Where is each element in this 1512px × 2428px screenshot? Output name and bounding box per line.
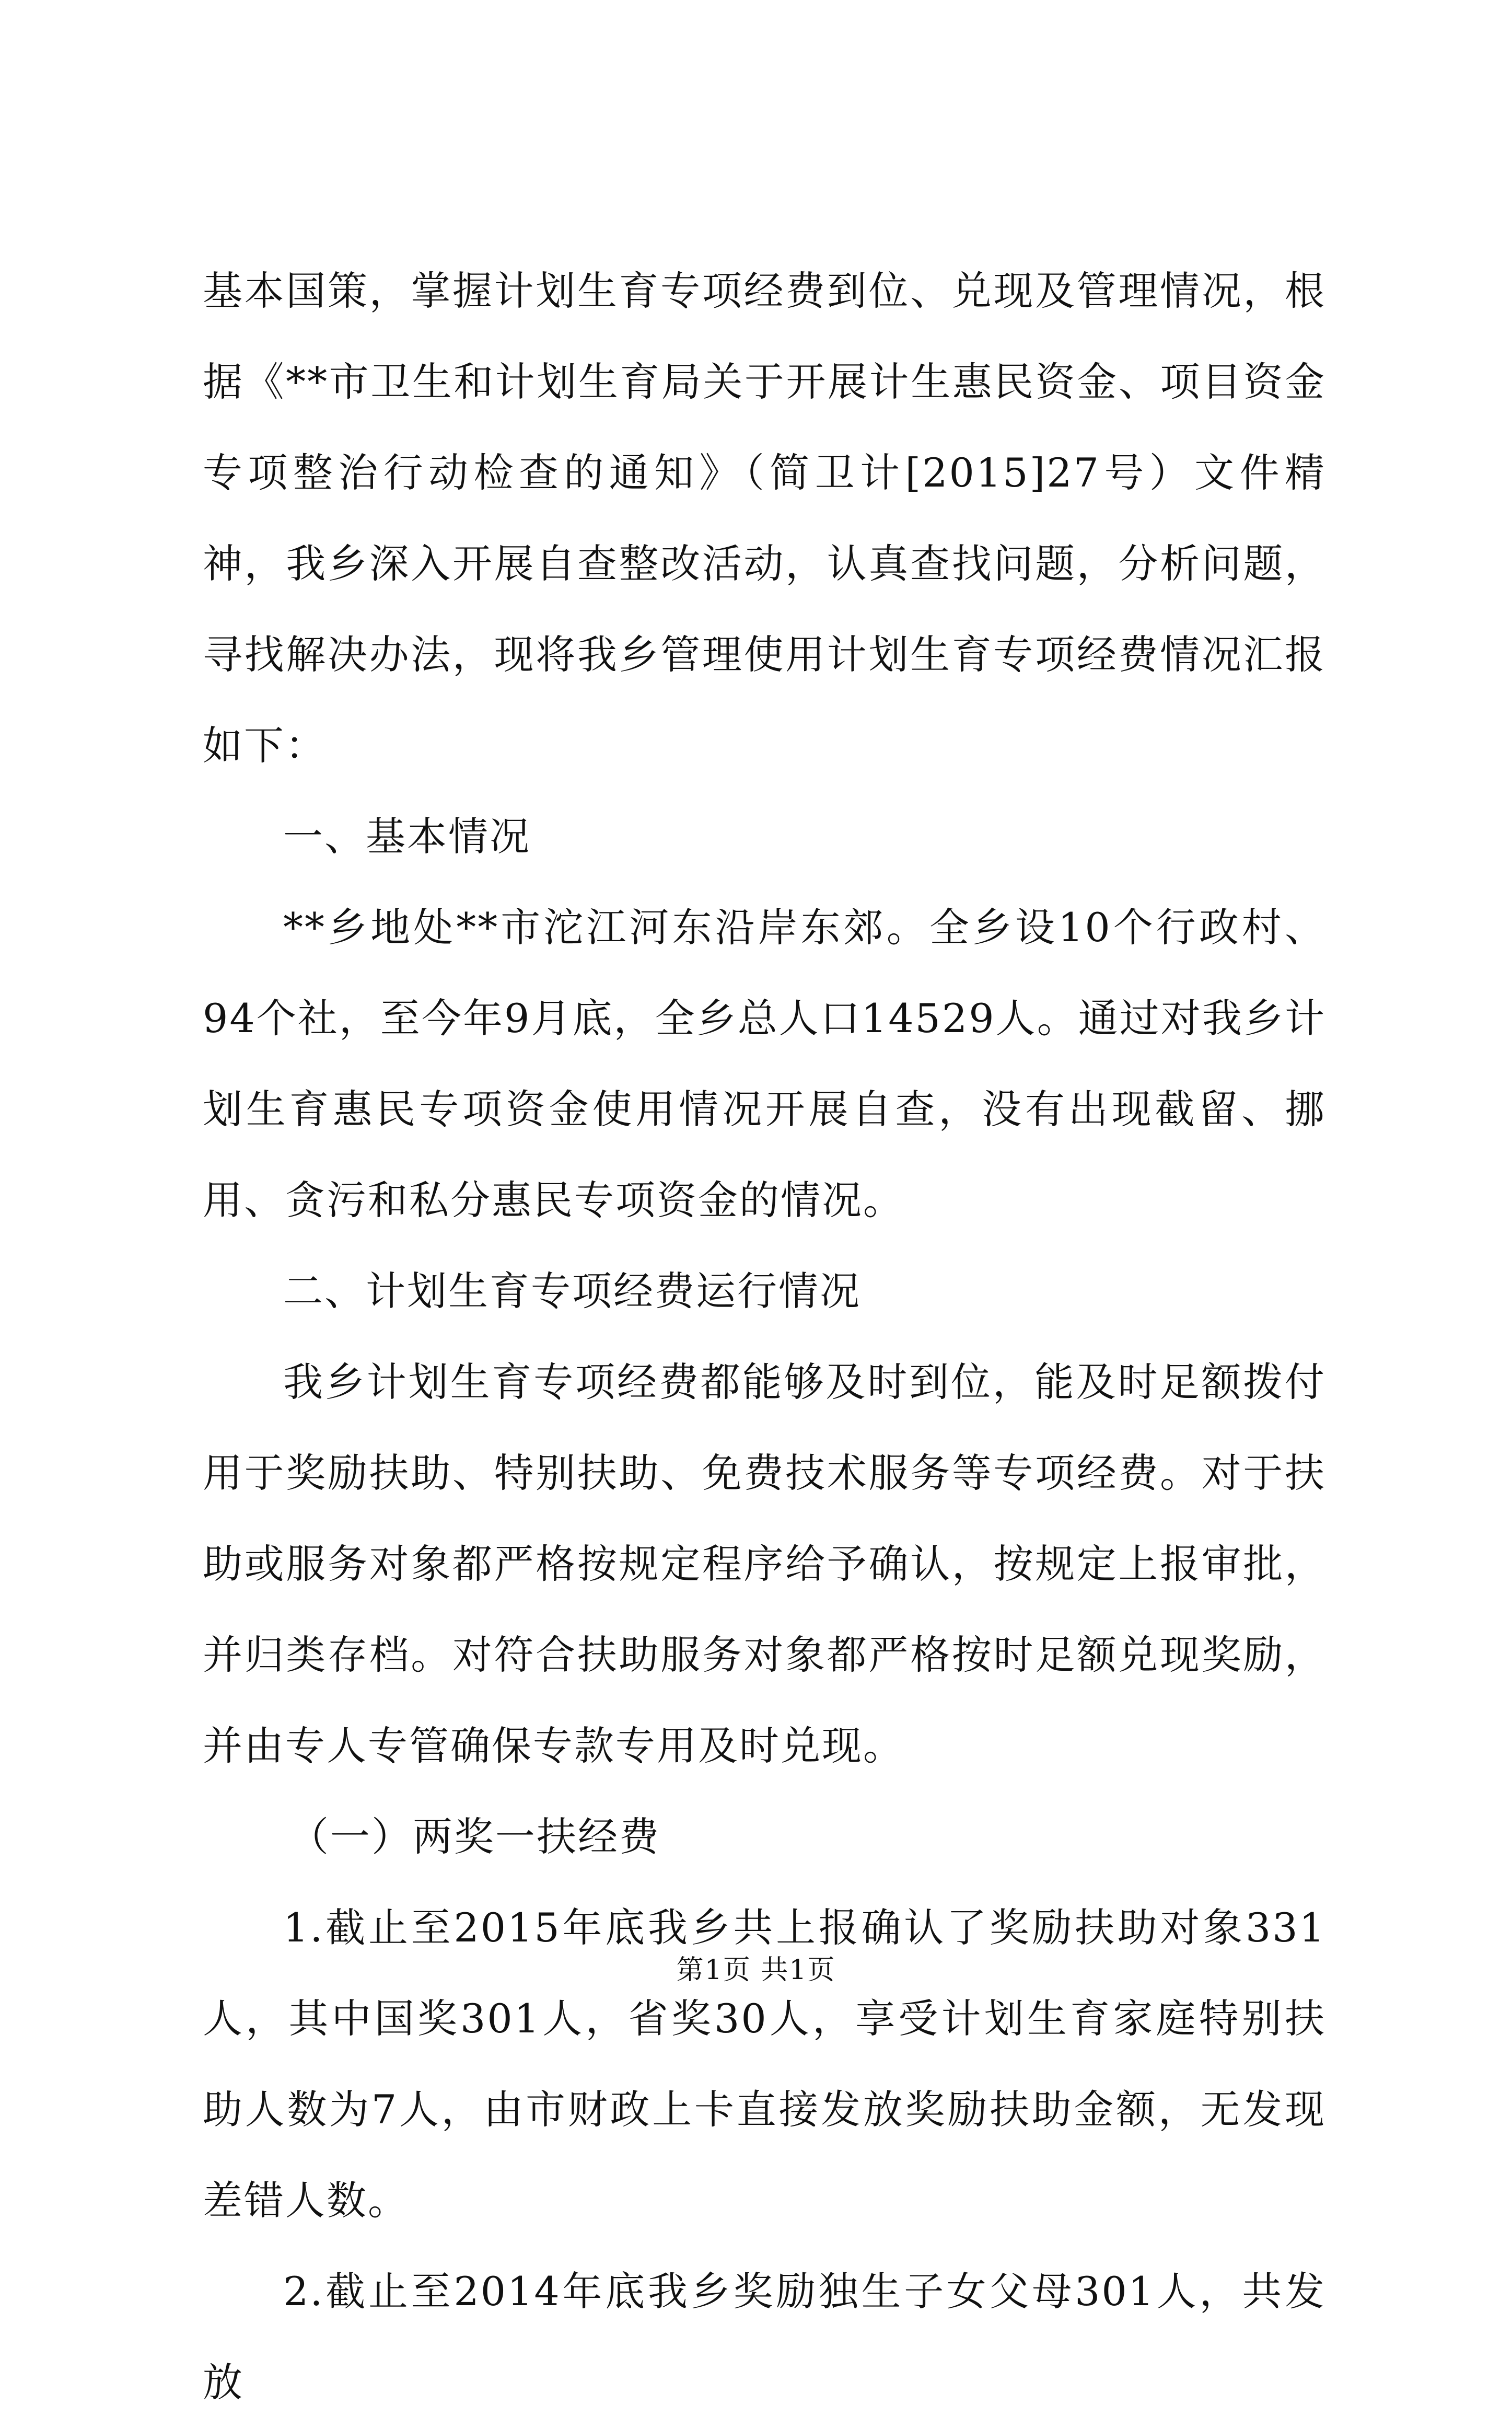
funding-operation-paragraph: 我乡计划生育专项经费都能够及时到位，能及时足额拨付用于奖励扶助、特别扶助、免费技术服务等专项经费。对于扶助或服务对象都严格按规定程序给予确认，按规定上报审批，并归类存档。对符合扶助服务对象都严格按时足额兑现奖励，并由专人专管确保专款专用及时兑现。 xyxy=(203,1359,1326,1769)
page-number-label: 第1页 共1页 xyxy=(676,1955,836,1986)
intro-paragraph: 基本国策，掌握计划生育专项经费到位、兑现及管理情况，根据《**市卫生和计划生育局关于开展计生惠民资金、项目资金专项整治行动检查的通知》（简卫计[2015]27号）文件精神，我乡深入开展自查整改活动，认真查找问题，分析问题，寻找解决办法，现将我乡管理使用计划生育专项经费情况汇报如下： xyxy=(203,268,1326,769)
section-heading-funding-operation: 二、计划生育专项经费运行情况 xyxy=(283,1268,861,1314)
basic-situation-paragraph: **乡地处**市沱江河东沿岸东郊。全乡设10个行政村、94个社，至今年9月底，全乡总人口14529人。通过对我乡计划生育惠民专项资金使用情况开展自查，没有出现截留、挪用、贪污和私分惠民专项资金的情况。 xyxy=(203,904,1326,1223)
page-footer xyxy=(0,1949,1512,1991)
item-2-paragraph: 2.截止至2014年底我乡奖励独生子女父母301人，共发放 xyxy=(203,2268,1326,2406)
item-1-paragraph: 1.截止至2015年底我乡共上报确认了奖励扶助对象331人，其中国奖301人，省奖30人，享受计划生育家庭特别扶助人数为7人，由市财政上卡直接发放奖励扶助金额，无发现差错人数。 xyxy=(203,1904,1326,2224)
document-body xyxy=(203,246,1326,2428)
subsection-heading-two-awards-one-support: （一）两奖一扶经费 xyxy=(289,1813,660,1860)
section-heading-basic-situation: 一、基本情况 xyxy=(283,813,531,860)
